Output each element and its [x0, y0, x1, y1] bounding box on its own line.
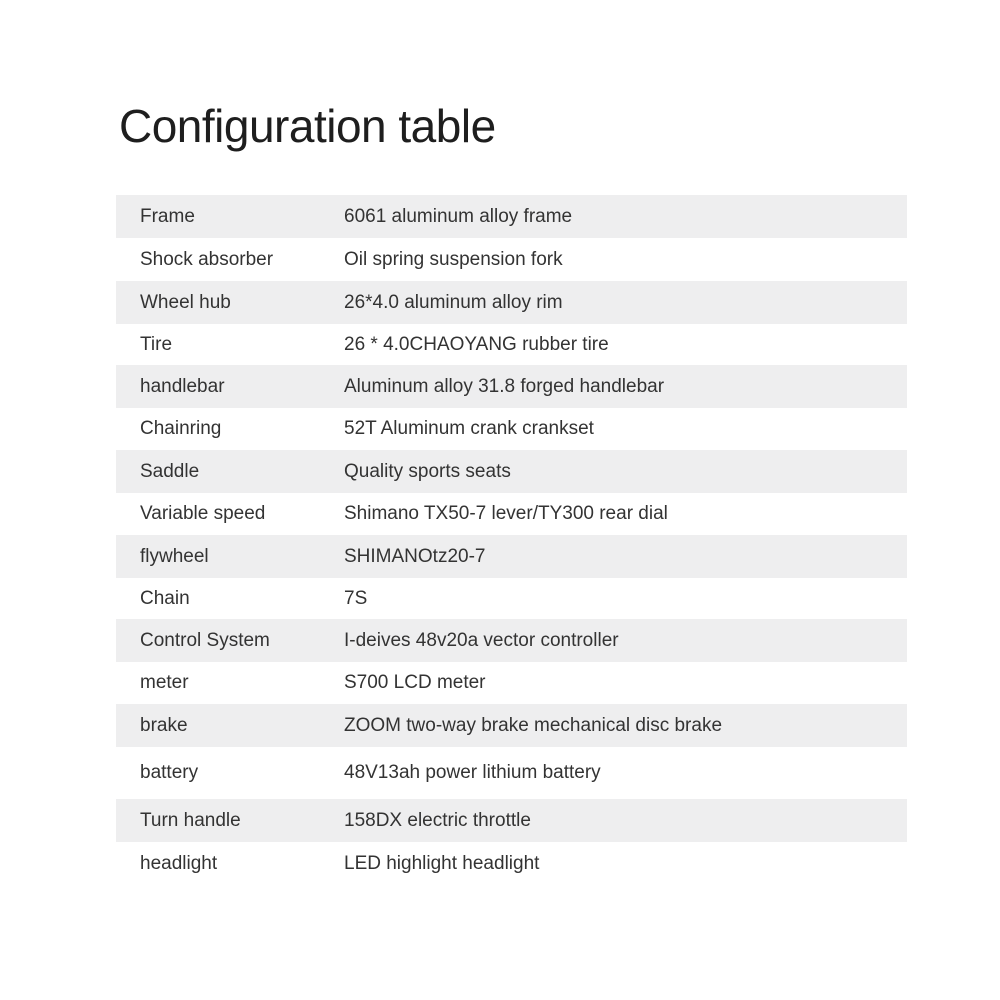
row-name: Variable speed — [140, 503, 266, 524]
row-value: SHIMANOtz20-7 — [344, 545, 486, 567]
page-title: Configuration table — [119, 100, 496, 152]
configuration-table — [116, 195, 907, 886]
row-value: Aluminum alloy 31.8 forged handlebar — [344, 375, 665, 397]
row-value: I-deives 48v20a vector controller — [344, 629, 619, 651]
row-name: Control System — [140, 629, 270, 651]
row-name: Frame — [140, 205, 195, 227]
row-value: 158DX electric throttle — [344, 809, 531, 831]
row-name: Chainring — [140, 418, 222, 439]
row-value: ZOOM two-way brake mechanical disc brake — [344, 714, 723, 736]
row-name: battery — [140, 762, 199, 783]
row-value: 7S — [344, 587, 368, 609]
row-name: Tire — [140, 333, 173, 355]
row-name: Chain — [140, 587, 190, 609]
row-name: headlight — [140, 853, 218, 874]
table-row — [116, 619, 907, 662]
table-row — [116, 799, 907, 842]
table-row — [116, 281, 907, 324]
row-name: Saddle — [140, 460, 200, 482]
row-name: flywheel — [140, 545, 209, 567]
row-name: brake — [140, 714, 188, 736]
row-name: Wheel hub — [140, 291, 231, 313]
table-row — [116, 493, 907, 535]
row-value: Quality sports seats — [344, 460, 511, 482]
table-row — [116, 704, 907, 747]
row-value: Oil spring suspension fork — [344, 248, 563, 270]
table-row — [116, 324, 907, 365]
row-value: S700 LCD meter — [344, 672, 486, 693]
table-row — [116, 450, 907, 493]
row-value: LED highlight headlight — [344, 853, 540, 874]
table-row — [116, 195, 907, 238]
table-row — [116, 578, 907, 619]
row-value: 48V13ah power lithium battery — [344, 762, 601, 783]
table-row — [116, 408, 907, 450]
table-row — [116, 842, 907, 886]
table-row — [116, 662, 907, 704]
row-value: Shimano TX50-7 lever/TY300 rear dial — [344, 503, 668, 524]
row-value: 26*4.0 aluminum alloy rim — [344, 291, 563, 313]
table-row — [116, 747, 907, 799]
row-name: Shock absorber — [140, 248, 274, 270]
row-value: 6061 aluminum alloy frame — [344, 205, 573, 227]
table-row — [116, 535, 907, 578]
row-name: Turn handle — [140, 809, 241, 831]
row-value: 26 * 4.0CHAOYANG rubber tire — [344, 333, 609, 355]
row-name: meter — [140, 672, 189, 693]
row-value: 52T Aluminum crank crankset — [344, 418, 594, 439]
table-row — [116, 365, 907, 408]
table-row — [116, 238, 907, 281]
row-name: handlebar — [140, 375, 225, 397]
